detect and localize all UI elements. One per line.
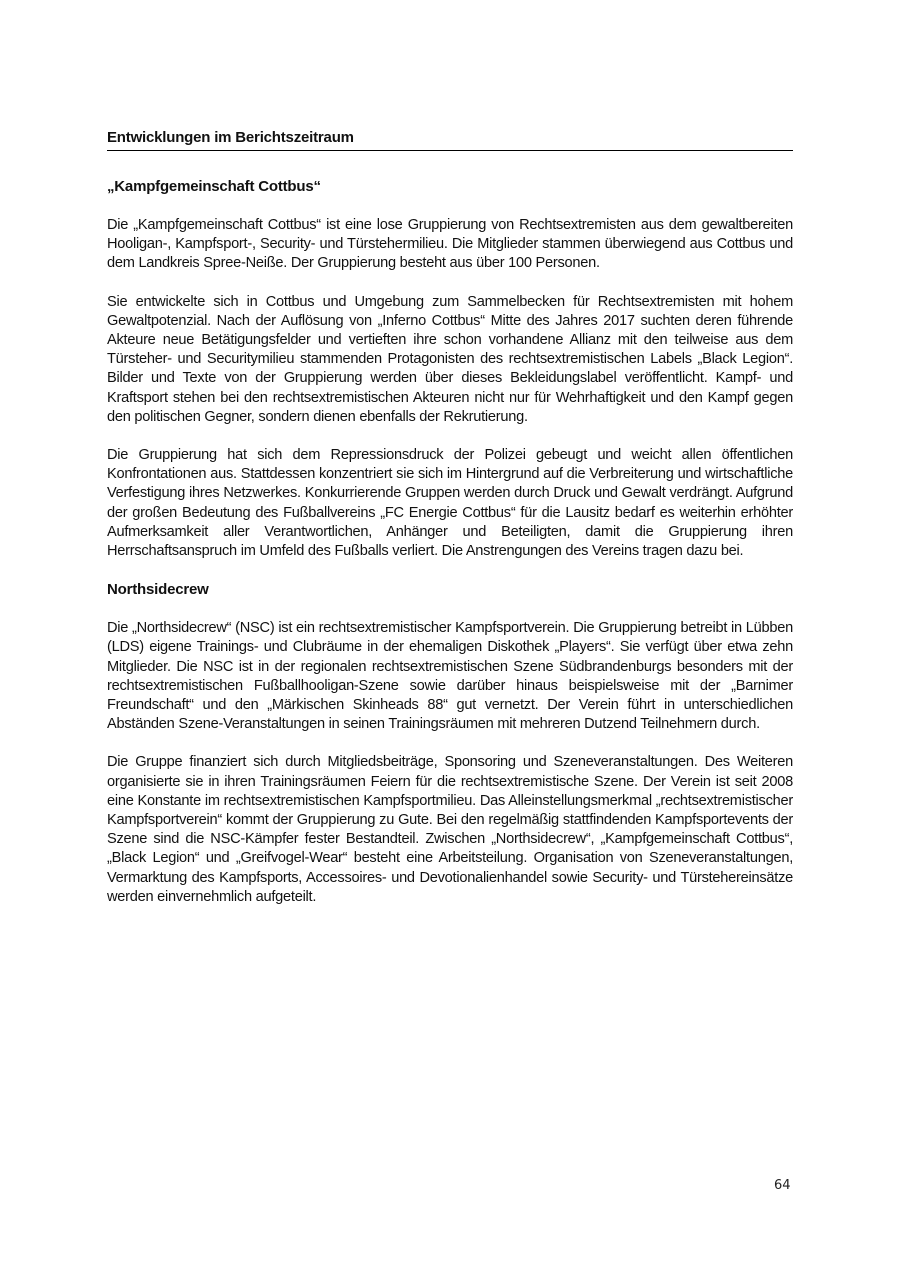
section-northsidecrew [107,580,793,907]
paragraph: Sie entwickelte sich in Cottbus und Umgebung zum Sammelbecken für Rechtsextremisten mit hohem Gewaltpotenzial. Nach der Auflösung von „Inferno Cottbus“ Mitte des Jahres 2017 suchten deren führende Akteure neue Betätigungsfelder und vertieften ihre schon vorhandene Allianz mit den teilweise aus dem Türsteher- und Securitymilieu stammenden Protagonisten des rechtsextremistischen Labels „Black Legion“. Bilder und Texte von der Gruppierung werden über dieses Bekleidungslabel veröffentlicht. Kampf- und Kraftsport stehen bei den rechtsextremistischen Akteuren nicht nur für Wehrhaftigkeit und den Kampf gegen den politischen Gegner, sondern dienen ebenfalls der Rekrutierung. [107,293,793,425]
section-title: Northsidecrew [107,581,209,599]
paragraph: Die „Northsidecrew“ (NSC) ist ein rechtsextremistischer Kampfsportverein. Die Gruppierung betreibt in Lübben (LDS) eigene Trainings- und Clubräume in der ehemaligen Diskothek „Players“. Sie verfügt über etwa zehn Mitglieder. Die NSC ist in der regionalen rechtsextremistischen Szene Südbrandenburgs besonders mit der rechtsextremistischen Fußballhooligan-Szene sowie darüber hinaus beispielsweise mit der „Barnimer Freundschaft“ und den „Märkischen Skinheads 88“ gut vernetzt. Der Verein führt in unterschiedlichen Abständen Szene-Veranstaltungen in seinen Trainingsräumen mit mehreren Dutzend Teilnehmern durch. [107,620,793,733]
document-page [107,128,793,907]
chapter-heading: Entwicklungen im Berichtszeitraum [107,128,793,151]
paragraph: Die Gruppe finanziert sich durch Mitgliedsbeiträge, Sponsoring und Szeneveranstaltungen. Des Weiteren organisierte sie in ihren Trainingsräumen Feiern für die rechtsextremistische Szene. Der Verein ist seit 2008 eine Konstante im rechtsextremistischen Kampfsportmilieu. Das Alleinstellungsmerkmal „rechtsextremistischer Kampfsportverein“ kommt der Gruppierung zu Gute. Bei den regelmäßig stattfindenden Kampfsportevents der Szene sind die NSC-Kämpfer fester Bestandteil. Zwischen „Northsidecrew“, „Kampfgemeinschaft Cottbus“, „Black Legion“ und „Greifvogel-Wear“ besteht eine Arbeitsteilung. Organisation von Szeneveranstaltungen, Vermarktung des Kampfsports, Accessoires- und Devotionalienhandel sowie Security- und Türstehereinsätze werden einvernehmlich aufgeteilt. [107,754,793,905]
section-title: „Kampfgemeinschaft Cottbus“ [107,178,321,195]
section-kampfgemeinschaft-cottbus [107,177,793,561]
paragraph: Die „Kampfgemeinschaft Cottbus“ ist eine lose Gruppierung von Rechtsextremisten aus dem gewaltbereiten Hooligan-, Kampfsport-, Security- und Türstehermilieu. Die Mitglieder stammen überwiegend aus Cottbus und dem Landkreis Spree-Neiße. Der Gruppierung besteht aus über 100 Personen. [107,217,793,272]
paragraph: Die Gruppierung hat sich dem Repressionsdruck der Polizei gebeugt und weicht allen öffentlichen Konfrontationen aus. Stattdessen konzentriert sie sich im Hintergrund auf die Verbreiterung und wirtschaftliche Verfestigung ihres Netzwerkes. Konkurrierende Gruppen werden durch Druck und Gewalt verdrängt. Aufgrund der großen Bedeutung des Fußballvereins „FC Energie Cottbus“ für die Lausitz bedarf es weiterhin erhöhter Aufmerksamkeit aller Verantwortlichen, Anhänger und Beteiligten, damit die Gruppierung ihren Herrschaftsanspruch im Umfeld des Fußballs verliert. Die Anstrengungen des Vereins tragen dazu bei. [107,447,793,560]
page-number: 64 [774,1178,791,1193]
